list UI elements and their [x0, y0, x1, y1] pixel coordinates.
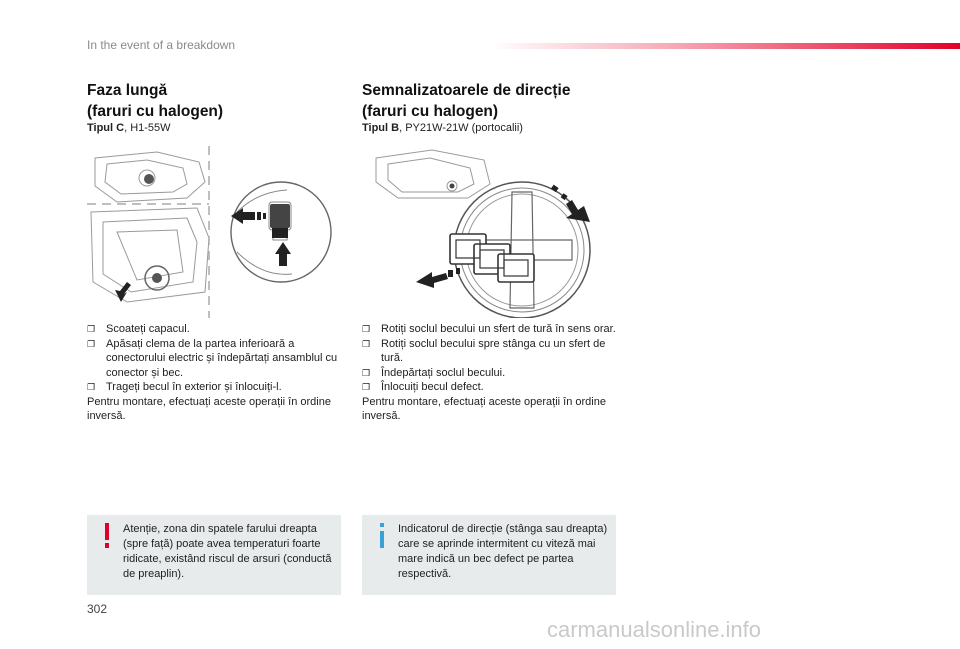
header-accent-bar — [490, 43, 960, 49]
left-instructions — [87, 322, 347, 424]
step-checkbox-icon: ❐ — [362, 324, 371, 334]
right-step-2-text: Rotiți soclul becului spre stânga cu un sfert de tură. — [381, 337, 606, 364]
step-checkbox-icon: ❐ — [362, 338, 371, 349]
left-step-2 — [87, 337, 347, 381]
left-title-line1: Faza lungă — [87, 82, 168, 99]
left-bulb-type-value: , H1-55W — [124, 122, 171, 134]
left-warning-note — [87, 515, 341, 595]
right-step-3 — [362, 366, 622, 381]
page-number: 302 — [87, 602, 108, 616]
right-bulb-type-label: Tipul B — [362, 122, 400, 134]
left-headlamp-illustration — [87, 142, 335, 318]
right-footer-text: Pentru montare, efectuați aceste operații în ordine inversă. — [362, 395, 606, 422]
right-instructions — [362, 322, 622, 424]
step-checkbox-icon: ❐ — [362, 367, 371, 378]
right-step-4 — [362, 380, 622, 395]
left-step-3-text: Trageți becul în exterior și înlocuiți-l. — [106, 381, 282, 393]
left-step-3 — [87, 380, 347, 395]
left-title-line2: (faruri cu halogen) — [87, 103, 224, 120]
left-step-1-text: Scoateți capacul. — [106, 323, 190, 335]
right-step-1 — [362, 322, 622, 337]
left-step-2-text: Apăsați clema de la partea inferioară a conectorului electric și îndepărtați ansamblul cu conector și bec. — [106, 337, 338, 379]
right-title-line1: Semnalizatoarele de direcție — [362, 82, 571, 99]
right-step-1-text: Rotiți soclul becului un sfert de tură în sens orar. — [381, 323, 616, 335]
right-step-3-text: Îndepărtați soclul becului. — [381, 366, 506, 379]
left-note-text: Atenție, zona din spatele farului dreapta (spre față) poate avea temperaturi foarte ridicate, existând riscul de arsuri (conductă de preaplin). — [123, 523, 332, 580]
step-checkbox-icon: ❐ — [87, 382, 96, 392]
left-step-1 — [87, 322, 347, 337]
step-checkbox-icon: ❐ — [87, 338, 96, 349]
right-indicator-illustration — [372, 142, 608, 318]
step-checkbox-icon: ❐ — [362, 382, 371, 392]
left-bulb-type — [87, 122, 171, 134]
right-title-line2: (faruri cu halogen) — [362, 103, 499, 120]
warning-icon — [99, 523, 115, 549]
left-section-title — [87, 80, 347, 122]
left-bulb-type-label: Tipul C — [87, 122, 125, 134]
step-checkbox-icon: ❐ — [87, 324, 96, 334]
right-step-2 — [362, 337, 622, 366]
info-icon — [374, 523, 390, 549]
right-bulb-type-value: , PY21W-21W (portocalii) — [399, 122, 523, 134]
right-step-4-text: Înlocuiți becul defect. — [381, 381, 484, 393]
right-section-title — [362, 80, 622, 122]
right-note-text: Indicatorul de direcție (stânga sau dreapta) care se aprinde intermitent cu viteză mai mare indică un bec defect pe partea respectivă. — [398, 523, 608, 580]
header-title: In the event of a breakdown — [87, 38, 236, 52]
right-info-note — [362, 515, 616, 595]
watermark: carmanualsonline.info — [547, 617, 762, 642]
right-bulb-type — [362, 122, 523, 134]
left-footer-text: Pentru montare, efectuați aceste operații în ordine inversă. — [87, 395, 331, 422]
